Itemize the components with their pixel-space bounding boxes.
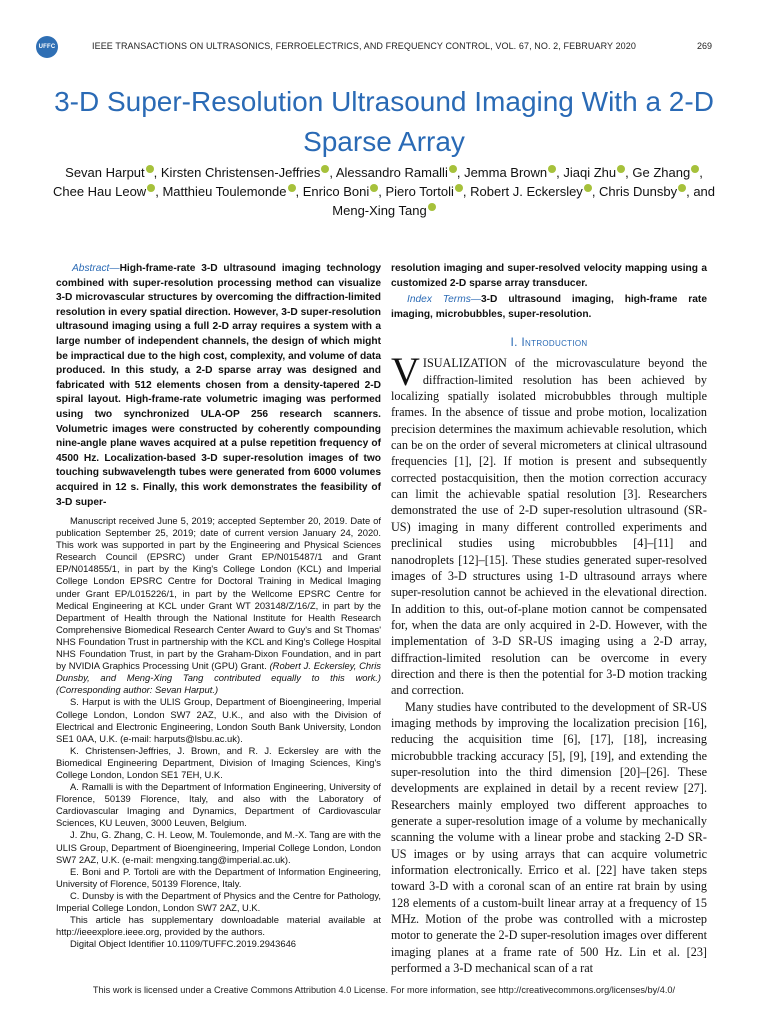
intro-paragraph-2: Many studies have contributed to the development of SR-US imaging methods by improving the localization precision [16], reducing the acquisition time [6], [17], [18], increasing microbubble tracking accuracy [5], [9], [19], and extending the super-resolution into the third dimension [20]–[26]. These developments are explained in detail by a recent review [27]. Researchers mainly employed two different approaches to generate a super-resolution image of a volume by mechanically scanning the volume with a linear probe and stacking 2-D SR-US images or by using arrays that can acquire volumetric information electronically. Errico et al. [22] have taken steps toward 3-D with a coronal scan of an entire rat brain by using 128 elements of a custom-built linear array at a frequency of 15 MHz. Motion of the probe was controlled with a microstep motor to generate the 2-D super-resolution images over different imaging planes at a frame rate of 500 Hz. Lin et al. [23] performed a 3-D mechanical scan of a rat [391,699,707,976]
author-name: Jiaqi Zhu [563,165,617,180]
abstract-block [56,262,381,510]
page-number: 269 [696,41,712,51]
index-terms-label: Index Terms [407,294,471,306]
affiliation-note: E. Boni and P. Tortoli are with the Department of Information Engineering, University of Florence, 50139 Florence, Italy. [56,865,381,889]
index-terms: Index Terms—3-D ultrasound imaging, high-frame rate imaging, microbubbles, super-resolution. [391,294,707,320]
journal-name: IEEE TRANSACTIONS ON ULTRASONICS, FERROELECTRICS, AND FREQUENCY CONTROL, VOL. 67, NO. 2, FEBRUARY 2020 [92,41,636,51]
author-name: Kirsten Christensen-Jeffries [160,165,321,180]
doi-note: Digital Object Identifier 10.1109/TUFFC.2019.2943646 [70,938,296,950]
running-header [36,38,712,58]
author-name: Alessandro Ramalli [335,165,448,180]
supplementary-note: This article has supplementary downloadable material available at http://ieeexplore.ieee.org, provided by the authors. [56,914,381,938]
orcid-icon[interactable] [584,184,592,192]
author-name: Piero Tortoli [385,184,454,199]
orcid-icon[interactable] [548,165,556,173]
drop-cap: V [391,349,420,395]
orcid-icon[interactable] [617,165,625,173]
author-name: Enrico Boni [302,184,370,199]
author-list: Sevan Harput , Kirsten Christensen-Jeffries , Alessandro Ramalli , Jemma Brown , Jiaqi Zhu , Ge Zhang , Chee Hau Leow , Matthieu Toulemonde , Enrico Boni , Piero Tortoli , Robert J. Eckersley , Chris Dunsby , and Meng-Xing Tang [52,165,716,218]
abstract-continued: resolution imaging and super-resolved velocity mapping using a customized 2-D sparse array transducer. [391,263,707,289]
orcid-icon[interactable] [691,165,699,173]
affiliation-note: A. Ramalli is with the Department of Information Engineering, University of Florence, 50139 Florence, Italy, and also with the Laboratory of Cardiovascular Imaging and Dynamics, Department of Cardiovascular Sciences, KU Leuven, 3000 Leuven, Belgium. [56,781,381,829]
uffc-logo: UFFC [36,36,58,58]
abstract: Abstract—High-frame-rate 3-D ultrasound imaging technology combined with super-resolution processing method can visualize 3-D microvascular structures by overcoming the diffraction-limited resolution in every spatial direction. However, 3-D super-resolution ultrasound imaging using a full 2-D array requires a system with a large number of independent channels, the design of which might be impractical due to the high cost, complexity, and volume of data produced. In this study, a 2-D sparse array was designed and fabricated with 512 elements chosen from a density-tapered 2-D spiral layout. High-frame-rate volumetric imaging was performed using two synchronized ULA-OP 256 research scanners. Volumetric images were constructed by coherently compounding nine-angle plane waves acquired at a pulse repetition frequency of 4500 Hz. Localization-based 3-D super-resolution images of two touching subwavelength tubes were generated from 6000 volumes acquired in 12 s. Finally, this work demonstrates the feasibility of 3-D super- [56,263,381,508]
license-footer: This work is licensed under a Creative Commons Attribution 4.0 License. For more information, see http://creativecommons.org/licenses/by/4.0/ [92,985,676,995]
author-name: Ge Zhang [632,165,691,180]
right-column [391,262,707,976]
affiliation-note: K. Christensen-Jeffries, J. Brown, and R. J. Eckersley are with the Biomedical Engineering Department, Division of Imaging Sciences, King's College London, London SE1 7EH, U.K. [56,744,381,780]
orcid-icon[interactable] [370,184,378,192]
orcid-icon[interactable] [147,184,155,192]
author-name: Sevan Harput [65,165,145,180]
index-terms-text: 3-D ultrasound imaging, high-frame rate imaging, microbubbles, super-resolution. [391,294,707,320]
author-name: Jemma Brown [464,165,548,180]
affiliation-note: C. Dunsby is with the Department of Physics and the Centre for Pathology, Imperial College London, London SW7 2AZ, U.K. [56,889,381,913]
abstract-text: High-frame-rate 3-D ultrasound imaging technology combined with super-resolution processing method can visualize 3-D microvascular structures by overcoming the diffraction-limited resolution in every spatial direction. However, 3-D super-resolution ultrasound imaging using a full 2-D array requires a system with a large number of independent channels, the design of which might be impractical due to the high cost, complexity, and volume of data produced. In this study, a 2-D sparse array was designed and fabricated with 512 elements chosen from a density-tapered 2-D spiral layout. High-frame-rate volumetric imaging was performed using two synchronized ULA-OP 256 research scanners. Volumetric images were constructed by coherently compounding nine-angle plane waves acquired at a pulse repetition frequency of 4500 Hz. Localization-based 3-D super-resolution images of two touching subwavelength tubes were generated from 6000 volumes acquired in 12 s. Finally, this work demonstrates the feasibility of 3-D super- [56,263,381,508]
orcid-icon[interactable] [428,203,436,211]
author-name: Matthieu Toulemonde [162,184,287,199]
orcid-icon[interactable] [321,165,329,173]
affiliation-note: J. Zhu, G. Zhang, C. H. Leow, M. Toulemonde, and M.-X. Tang are with the ULIS Group, Department of Bioengineering, Imperial College London, London SW7 2AZ, U.K. (e-mail: mengxing.tang@imperial.ac.uk). [56,829,381,865]
orcid-icon[interactable] [449,165,457,173]
equal-contribution-note: (Robert J. Eckersley, Chris Dunsby, and Meng-Xing Tang contributed equally to this work.) (Corresponding author: Sevan Harput.) [56,660,381,696]
orcid-icon[interactable] [288,184,296,192]
orcid-icon[interactable] [678,184,686,192]
footnotes [56,515,381,950]
author-name: Chris Dunsby [599,184,678,199]
orcid-icon[interactable] [455,184,463,192]
section-heading-introduction: I. Introduction [510,335,588,350]
abstract-label: Abstract [72,263,110,274]
intro-paragraph-1: VISUALIZATION of the microvasculature beyond the diffraction-limited resolution has been achieved by localizing spatially isolated microbubbles through multiple frames. In the absence of tissue and probe motion, localization precision determines the maximum achievable resolution, which can be on the order of several micrometers at clinical ultrasound frequencies [1], [2]. If motion is present and subsequently corrected postacquisition, then the motion correction accuracy can limit the achievable spatial resolution [3]. Researchers demonstrated the use of 2-D super-resolution ultrasound (SR-US) imaging in many different controlled experiments and preclinical studies using microbubbles [4]–[11] and nanodroplets [12]–[15]. These studies generated super-resolved images of 3-D structures using 1-D ultrasound arrays where super-resolution cannot be achieved in the elevational direction. In addition to this, out-of-plane motion cannot be compensated for, when the data are only acquired in 2-D. However, with the implementation of 3-D SR-US imaging using a 2-D array, diffraction-limited resolution can be overcome in every direction and there is then the potential for 3-D motion tracking and correction. [391,349,707,698]
author-name: and Meng-Xing Tang [332,184,716,218]
paper-title: 3-D Super-Resolution Ultrasound Imaging With a 2-D Sparse Array [54,86,714,157]
funding-note: Manuscript received June 5, 2019; accepted September 20, 2019. Date of publication September 25, 2019; date of current version January 24, 2020. This work was supported in part by the Engineering and Physical Sciences Research Council (EPSRC) under Grant EP/N015487/1 and Grant EP/N014855/1, in part by the King's College London (KCL) and Imperial College London EPSRC Centre for Doctoral Training in Medical Imaging under Grant EP/L015226/1, in part by the Wellcome EPSRC Centre for Medical Engineering at KCL under Grant WT 203148/Z/16/Z, in part by the Department of Health through the National Institute for Health Research Comprehensive Biomedical Research Center Award to Guy's and St Thomas' NHS Foundation Trust in partnership with the KCL and King's College Hospital NHS Foundation Trust, in part by the Graham-Dixon Foundation, and in part by NVIDIA Graphics Processing Unit (GPU) Grant. (Robert J. Eckersley, Chris Dunsby, and Meng-Xing Tang contributed equally to this work.) (Corresponding author: Sevan Harput.) [56,515,381,696]
author-name: Robert J. Eckersley [470,184,583,199]
affiliation-note: S. Harput is with the ULIS Group, Department of Bioengineering, Imperial College London, London SW7 2AZ, U.K., and also with the Division of Electrical and Electronic Engineering, London South Bank University, London SE1 0AA, U.K. (e-mail: harputs@lsbu.ac.uk). [56,696,381,744]
author-name: Chee Hau Leow [52,184,147,199]
orcid-icon[interactable] [146,165,154,173]
